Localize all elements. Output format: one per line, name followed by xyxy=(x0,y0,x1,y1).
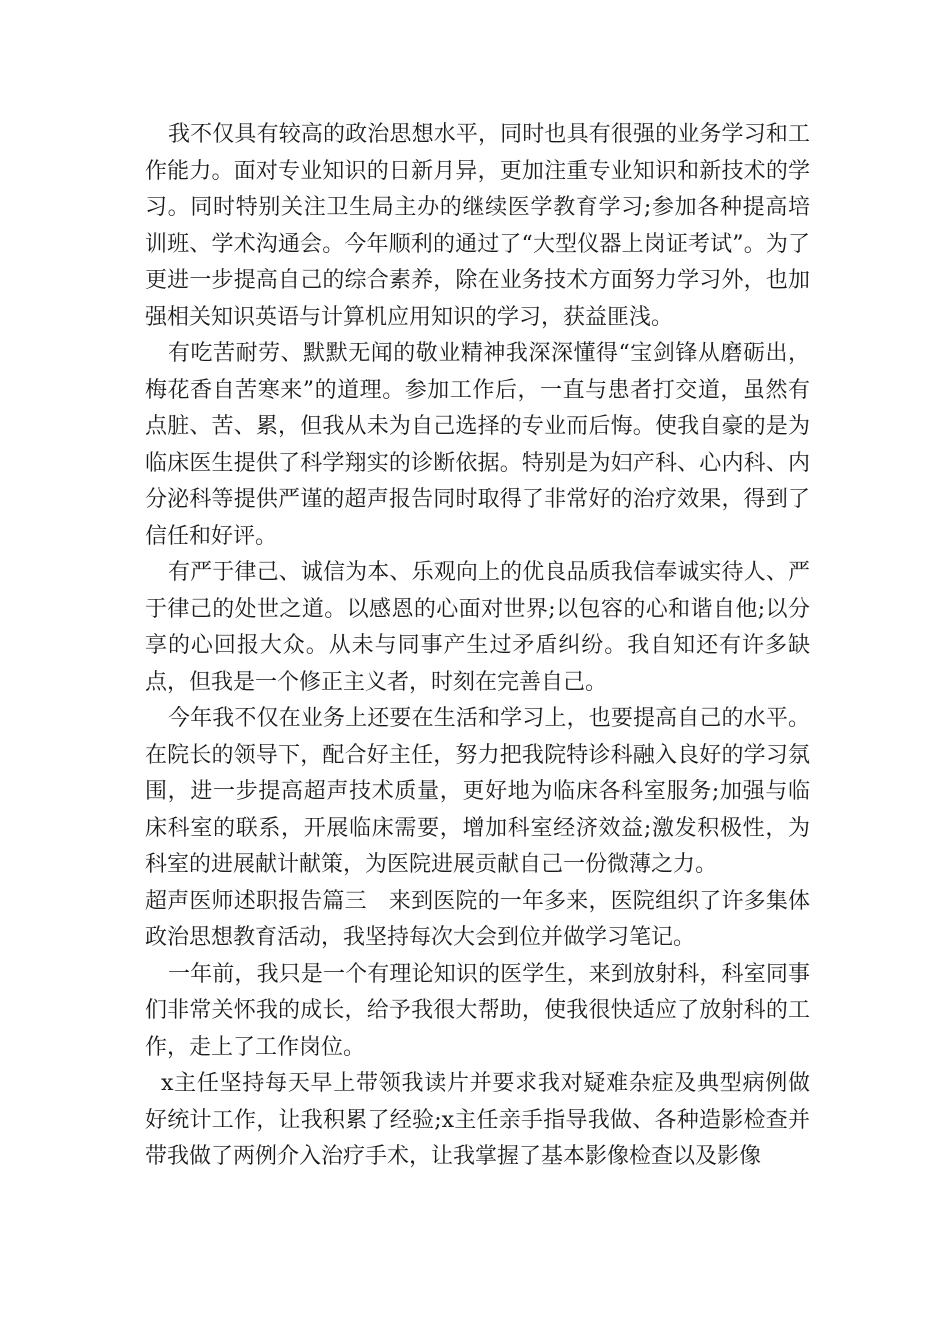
paragraph-7: x主任坚持每天早上带领我读片并要求我对疑难杂症及典型病例做好统计工作，让我积累了经验;x主任亲手指导我做、各种造影检查并带我做了两例介入治疗手术，让我掌握了基本影像检查以及影像 xyxy=(145,1071,810,1169)
paragraph-2: 有吃苦耐劳、默默无闻的敬业精神我深深懂得“宝剑锋从磨砺出，梅花香自苦寒来”的道理。参加工作后，一直与患者打交道，虽然有点脏、苦、累，但我从未为自己选择的专业而后悔。使我自豪的是为临床医生提供了科学翔实的诊断依据。特别是为妇产科、心内科、内分泌科等提供严谨的超声报告同时取得了非常好的治疗效果，得到了信任和好评。 xyxy=(145,341,810,549)
section-heading-paragraph: 超声医师述职报告篇三 来到医院的一年多来，医院组织了许多集体政治思想教育活动，我坚持每次大会到位并做学习笔记。 xyxy=(145,888,810,950)
paragraph-4: 今年我不仅在业务上还要在生活和学习上，也要提高自己的水平。在院长的领导下，配合好主任，努力把我院特诊科融入良好的学习氛围，进一步提高超声技术质量，更好地为临床各科室服务;加强与临床科室的联系，开展临床需要，增加科室经济效益;激发积极性，为科室的进展献计献策，为医院进展贡献自己一份微薄之力。 xyxy=(145,706,810,877)
paragraph-3: 有严于律己、诚信为本、乐观向上的优良品质我信奉诚实待人、严于律己的处世之道。以感恩的心面对世界;以包容的心和谐自他;以分享的心回报大众。从未与同事产生过矛盾纠纷。我自知还有许多缺点，但我是一个修正主义者，时刻在完善自己。 xyxy=(145,560,810,695)
paragraph-1: 我不仅具有较高的政治思想水平，同时也具有很强的业务学习和工作能力。面对专业知识的日新月异，更加注重专业知识和新技术的学习。同时特别关注卫生局主办的继续医学教育学习;参加各种提高培训班、学术沟通会。今年顺利的通过了“大型仪器上岗证考试”。为了更进一步提高自己的综合素养，除在业务技术方面努力学习外，也加强相关知识英语与计算机应用知识的学习，获益匪浅。 xyxy=(145,122,810,330)
document-page xyxy=(145,117,810,1176)
paragraph-6: 一年前，我只是一个有理论知识的医学生，来到放射科，科室同事们非常关怀我的成长，给予我很大帮助，使我很快适应了放射科的工作，走上了工作岗位。 xyxy=(145,961,810,1060)
